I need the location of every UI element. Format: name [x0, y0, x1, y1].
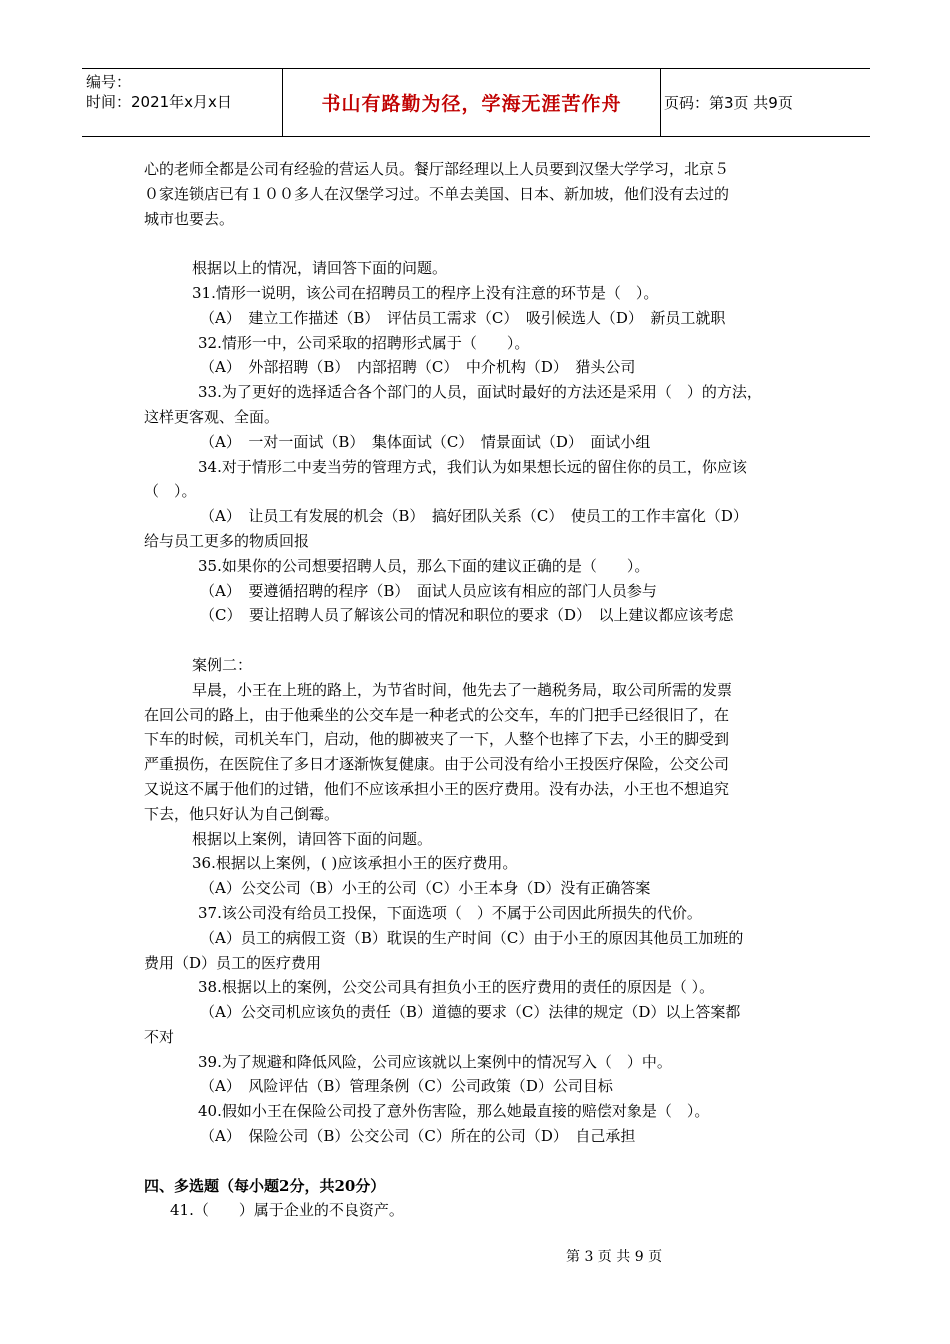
header-divider: [660, 69, 661, 136]
document-body: [144, 157, 824, 1223]
page-footer: 第 3 页 共 9 页: [566, 1249, 663, 1265]
case-paragraph-line: 下去，他只好认为自己倒霉。: [144, 804, 340, 823]
case-paragraph-line: 严重损伤，在医院住了多日才逐渐恢复健康。由于公司没有给小王投医疗保险，公交公司: [144, 755, 730, 774]
blank-line: [144, 1149, 824, 1174]
question-38-options-cont: 不对: [144, 1027, 175, 1046]
case-paragraph-line: 在回公司的路上，由于他乘坐的公交车是一种老式的公交车，车的门把手已经很旧了，在: [144, 705, 730, 724]
paragraph-line: ０家连锁店已有１００多人在汉堡学习过。不单去美国、日本、新加坡，他们没有去过的: [144, 184, 730, 203]
question-39-options: （A） 风险评估（B）管理条例（C）公司政策（D）公司目标: [200, 1077, 613, 1096]
question-37-options: （A）员工的病假工资（B）耽误的生产时间（C）由于小王的原因其他员工加班的: [200, 928, 744, 947]
question-32-options: （A） 外部招聘（B） 内部招聘（C） 中介机构（D） 猎头公司: [200, 358, 636, 377]
paragraph-line: 心的老师全都是公司有经验的营运人员。餐厅部经理以上人员要到汉堡大学学习，北京５: [144, 160, 730, 178]
case-paragraph-line: 早晨，小王在上班的路上，为节省时间，他先去了一趟税务局，取公司所需的发票: [192, 680, 733, 699]
blank-line: [144, 628, 824, 653]
paragraph-line: 城市也要去。: [144, 209, 235, 228]
question-34-cont: （ ）。: [144, 482, 197, 501]
question-37-options-cont: 费用（D）员工的医疗费用: [144, 953, 322, 972]
question-40-options: （A） 保险公司（B）公交公司（C）所在的公司（D） 自己承担: [200, 1127, 636, 1146]
header-motto: 书山有路勤为径，学海无涯苦作舟: [321, 93, 622, 115]
serial-label: 编号：: [86, 73, 132, 91]
case-paragraph-line: 又说这不属于他们的过错，他们不应该承担小王的医疗费用。没有办法，小王也不想追究: [144, 779, 730, 798]
header-page-code: 页码：第3页 共9页: [664, 94, 793, 112]
question-37: 37.该公司没有给员工投保，下面选项（ ）不属于公司因此所损失的代价。: [198, 903, 702, 922]
question-34-options: （A） 让员工有发展的机会（B） 搞好团队关系（C） 使员工的工作丰富化（D）: [200, 507, 748, 526]
section-heading: 四、多选题（每小题2分，共20分）: [144, 1176, 386, 1195]
question-38-options: （A）公交司机应该负的责任（B）道德的要求（C）法律的规定（D）以上答案都: [200, 1003, 741, 1022]
time-label: 时间：2021年x月x日: [86, 93, 232, 111]
header-meta: [86, 72, 281, 112]
question-35: 35.如果你的公司想要招聘人员，那么下面的建议正确的是（ ）。: [198, 556, 650, 575]
question-32: 32.情形一中，公司采取的招聘形式属于（ ）。: [198, 333, 530, 352]
case-title: 案例二：: [192, 655, 253, 674]
question-41: 41.（ ）属于企业的不良资产。: [170, 1201, 404, 1220]
question-35-options: （A） 要遵循招聘的程序（B） 面试人员应该有相应的部门人员参与: [200, 581, 657, 600]
question-33: 33.为了更好的选择适合各个部门的人员，面试时最好的方法还是采用（ ）的方法，: [198, 383, 762, 402]
case-paragraph-line: 下车的时候，司机关车门，启动，他的脚被夹了一下，人整个也摔了下去，小王的脚受到: [144, 730, 730, 749]
question-34-options-cont: 给与员工更多的物质回报: [144, 531, 310, 550]
question-34: 34.对于情形二中麦当劳的管理方式，我们认为如果想长远的留住你的员工，你应该: [198, 457, 747, 476]
question-36-options: （A）公交公司（B）小王的公司（C）小王本身（D）没有正确答案: [200, 879, 651, 898]
question-40: 40.假如小王在保险公司投了意外伤害险，那么她最直接的赔偿对象是（ ）。: [198, 1102, 710, 1121]
page-header: [82, 68, 870, 137]
instruction-line: 根据以上案例，请回答下面的问题。: [192, 829, 433, 848]
question-33-cont: 这样更客观、全面。: [144, 407, 280, 426]
question-35-options: （C） 要让招聘人员了解该公司的情况和职位的要求（D） 以上建议都应该考虑: [200, 606, 734, 625]
question-33-options: （A） 一对一面试（B） 集体面试（C） 情景面试（D） 面试小组: [200, 432, 651, 451]
question-39: 39.为了规避和降低风险，公司应该就以上案例中的情况写入（ ）中。: [198, 1052, 672, 1071]
question-36: 36.根据以上案例，( )应该承担小王的医疗费用。: [192, 854, 518, 873]
question-38: 38.根据以上的案例，公交公司具有担负小王的医疗费用的责任的原因是（ ）。: [198, 978, 715, 997]
instruction-line: 根据以上的情况，请回答下面的问题。: [192, 259, 448, 278]
question-31: 31.情形一说明，该公司在招聘员工的程序上没有注意的环节是（ ）。: [192, 283, 659, 302]
question-31-options: （A） 建立工作描述（B） 评估员工需求（C） 吸引候选人（D） 新员工就职: [200, 308, 726, 327]
blank-line: [144, 231, 824, 256]
